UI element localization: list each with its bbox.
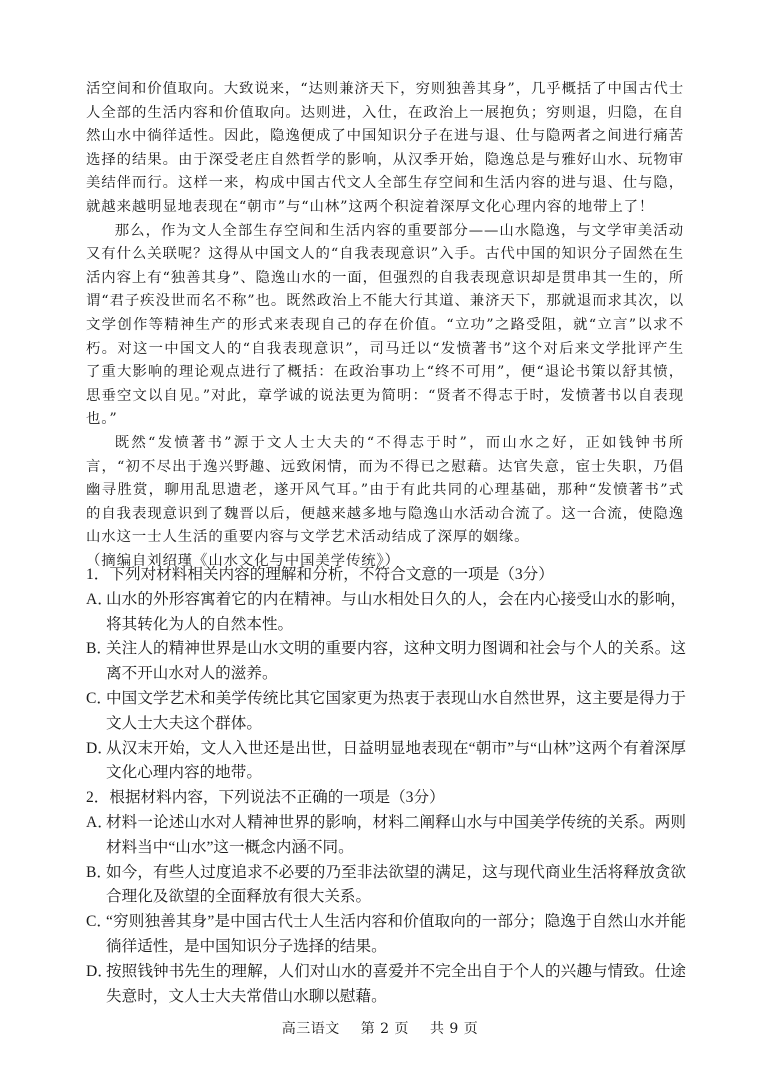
option-letter: D． bbox=[86, 962, 113, 980]
option-d bbox=[86, 737, 686, 787]
footer-total-pages: 共 9 页 bbox=[429, 1021, 479, 1037]
passage-paragraph: 既然“发愤著书”源于文人士大夫的“不得志于时”，而山水之好，正如钱钟书所言，“初不尽出于逸兴野趣、远致闲情，而为不得已之慰藉。达官失意，宦士失职，乃倡幽寻胜赏，聊用乱思遗老，遂开风气耳。”由于有此共同的心理基础，那种“发愤著书”式的自我表现意识到了魏晋以后，便越来越多地与隐逸山水活动合流了。这一合流，使隐逸山水这一士人生活的重要内容与文学艺术活动结成了深厚的姻缘。 bbox=[86, 434, 684, 546]
option-letter: B． bbox=[86, 863, 112, 881]
option-text: 如今，有些人过度追求不必要的乃至非法欲望的满足，这与现代商业生活将释放贪欲合理化及欲望的全面释放有很大关系。 bbox=[106, 863, 686, 906]
footer-subject: 高三语文 bbox=[281, 1021, 340, 1037]
page-footer bbox=[0, 1018, 760, 1038]
option-c bbox=[86, 910, 686, 960]
option-text: 按照钱钟书先生的理解，人们对山水的喜爱并不完全出自于个人的兴趣与情致。仕途失意时，文人士大夫常借山水聊以慰藉。 bbox=[106, 962, 686, 1005]
option-b bbox=[86, 637, 686, 687]
option-letter: C． bbox=[86, 689, 112, 707]
option-text: 从汉末开始，文人入世还是出世，日益明显地表现在“朝市”与“山林”这两个有着深厚文化心理内容的地带。 bbox=[106, 739, 686, 782]
option-text: 山水的外形容寓着它的内在精神。与山水相处日久的人，会在内心接受山水的影响，将其转化为人的自然本性。 bbox=[106, 590, 686, 633]
passage-paragraph: 活空间和价值取向。大致说来，“达则兼济天下，穷则独善其身”，几乎概括了中国古代士人全部的生活内容和价值取向。达则进，入仕，在政治上一展抱负；穷则退，归隐，在自然山水中徜徉适性。因此，隐逸便成了中国知识分子在进与退、仕与隐两者之间进行痛苦选择的结果。由于深受老庄自然哲学的影响，从汉季开始，隐逸总是与雅好山水、玩物审美结伴而行。这样一来，构成中国古代文人全部生存空间和生活内容的进与退、仕与隐，就越来越明显地表现在“朝市”与“山林”这两个积淀着深厚文化心理内容的地带上了！ bbox=[86, 81, 684, 215]
option-letter: D． bbox=[86, 739, 113, 757]
question-stem: 1．下列对材料相关内容的理解和分析，不符合文意的一项是（3分） bbox=[86, 566, 554, 583]
question-2 bbox=[86, 786, 686, 1009]
option-text: 关注人的精神世界是山水文明的重要内容，这种文明力图调和社会与个人的关系。这离不开山水对人的滋养。 bbox=[106, 640, 686, 683]
option-a bbox=[86, 811, 686, 861]
passage-paragraph: 那么，作为文人全部生存空间和生活内容的重要部分——山水隐逸，与文学审美活动又有什么关联呢？这得从中国文人的“自我表现意识”入手。古代中国的知识分子固然在生活内容上有“独善其身”、隐逸山水的一面，但强烈的自我表现意识却是贯串其一生的，所谓“君子疾没世而名不称”也。既然政治上不能大行其道、兼济天下，那就退而求其次，以文学创作等精神生产的形式来表现自己的存在价值。“立功”之路受阻，就“立言”以求不朽。对这一中国文人的“自我表现意识”，司马迁以“发愤著书”这个对后来文学批评产生了重大影响的理论观点进行了概括：在政治事功上“终不可用”，便“退论书策以舒其愤，思垂空文以自见。”对此，章学诚的说法更为简明：“贤者不得志于时，发愤著书以自表现也。” bbox=[86, 222, 684, 428]
question-1 bbox=[86, 563, 686, 786]
option-c bbox=[86, 687, 686, 737]
passage-source: （摘编自刘绍瑾《山水文化与中国美学传统》） bbox=[86, 552, 400, 569]
option-a bbox=[86, 588, 686, 638]
option-b bbox=[86, 861, 686, 911]
option-letter: C． bbox=[86, 913, 112, 931]
reading-passage bbox=[86, 78, 684, 573]
option-text: “穷则独善其身”是中国古代士人生活内容和价值取向的一部分；隐逸于自然山水并能徜徉适性，是中国知识分子选择的结果。 bbox=[106, 913, 686, 955]
option-text: 材料一论述山水对人精神世界的影响，材料二阐释山水与中国美学传统的关系。两则材料当中“山水”这一概念内涵不同。 bbox=[106, 813, 686, 856]
question-stem: 2．根据材料内容，下列说法不正确的一项是（3分） bbox=[86, 789, 445, 807]
footer-page-number: 第 2 页 bbox=[360, 1021, 409, 1037]
option-text: 中国文学艺术和美学传统比其它国家更为热衷于表现山水自然世界，这主要是得力于文人士大夫这个群体。 bbox=[106, 689, 686, 732]
option-letter: A． bbox=[86, 590, 113, 608]
question-section bbox=[86, 563, 686, 1009]
option-letter: B． bbox=[86, 640, 112, 658]
option-letter: A． bbox=[86, 813, 113, 831]
option-d bbox=[86, 960, 686, 1010]
